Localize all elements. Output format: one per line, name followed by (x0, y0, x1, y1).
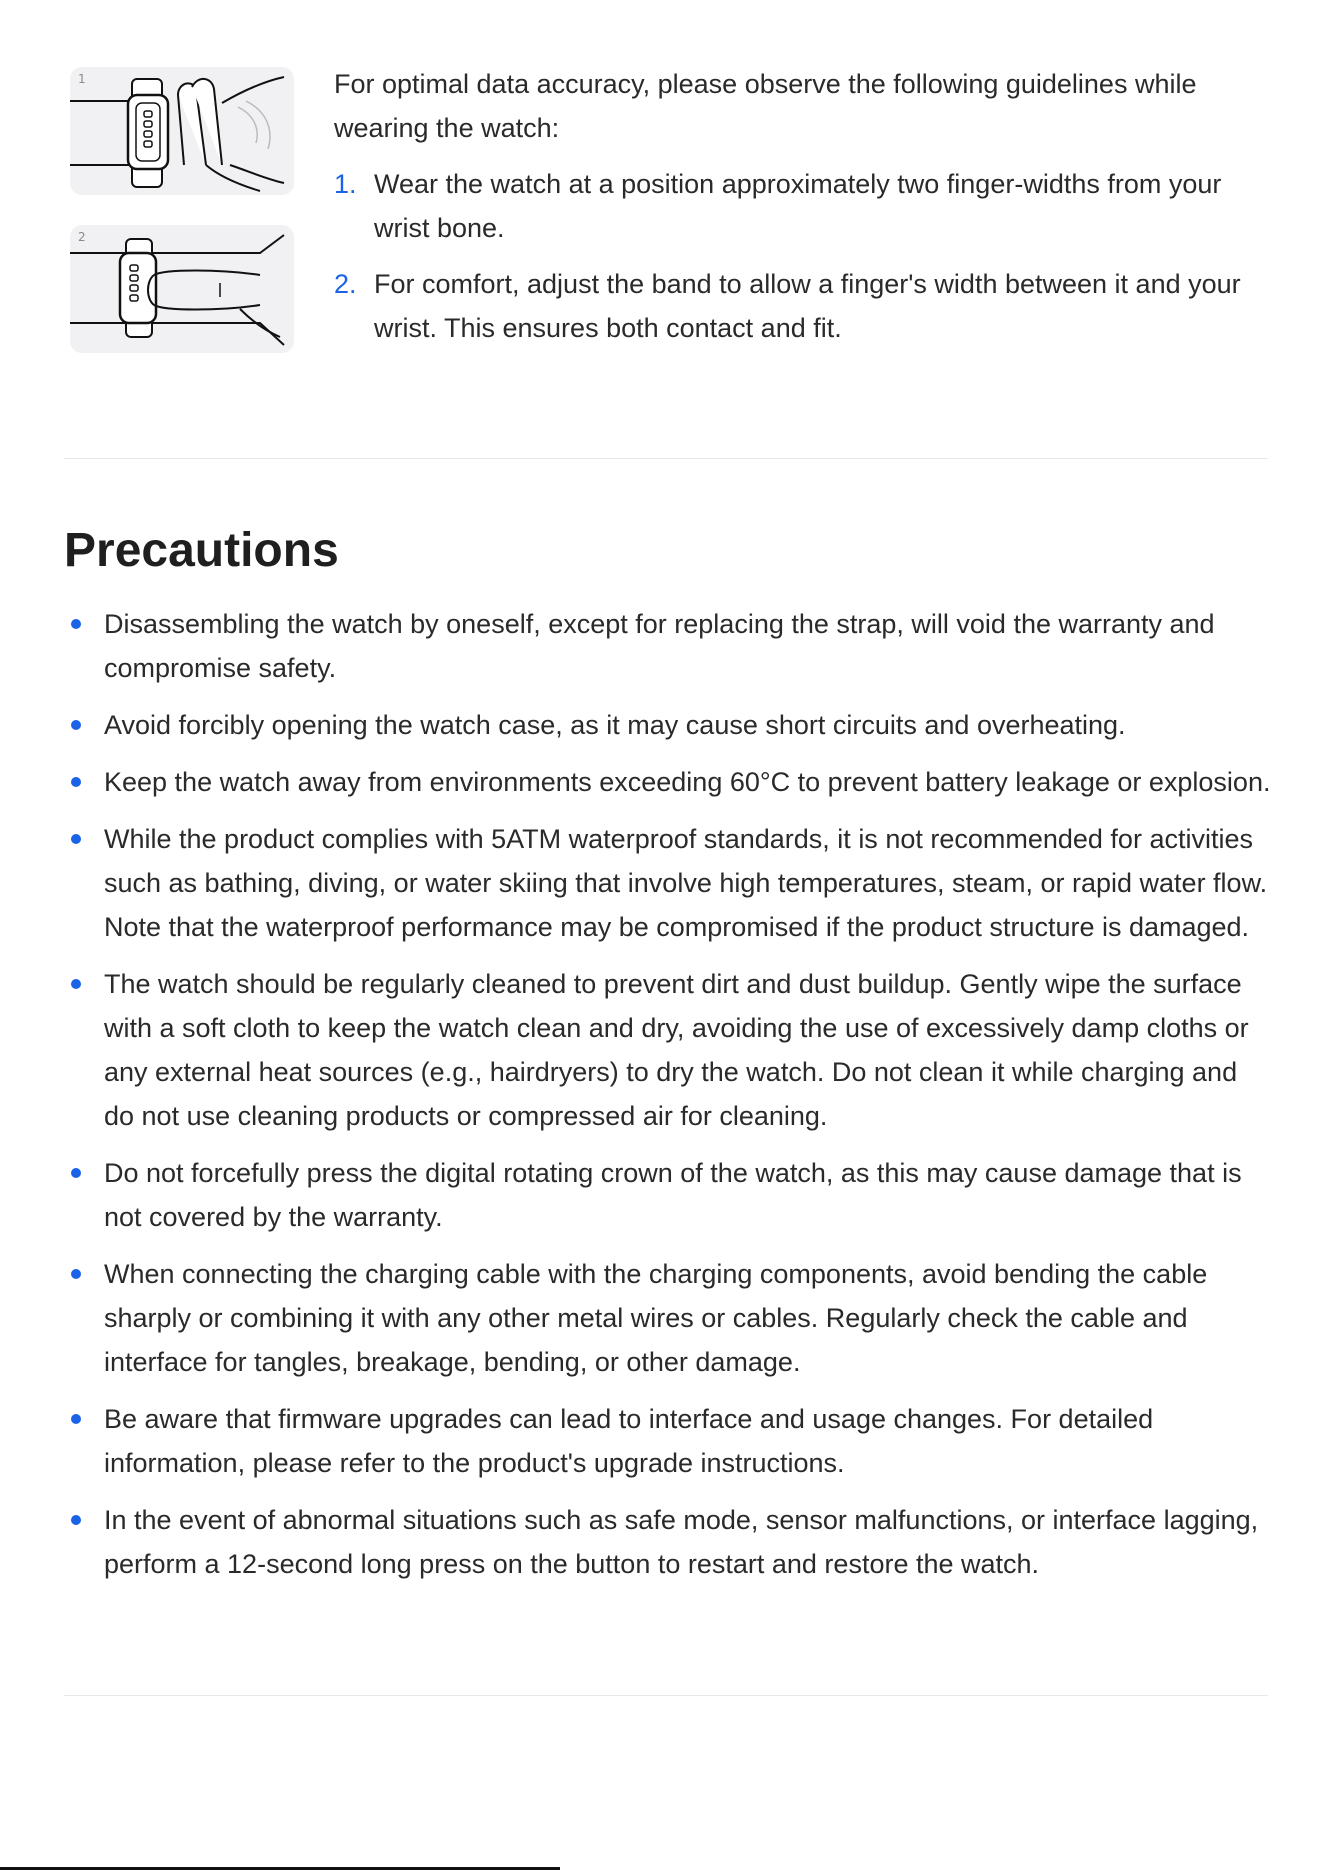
bullet-icon (71, 777, 81, 787)
wearing-intro: For optimal data accuracy, please observe the following guidelines while wearing the watch: (334, 69, 1197, 143)
precaution-text: In the event of abnormal situations such as safe mode, sensor malfunctions, or interface lagging, perform a 12-second long press on the button to restart and restore the watch. (104, 1505, 1259, 1579)
wearing-step-text: For comfort, adjust the band to allow a finger's width between it and your wrist. This ensures both contact and fit. (374, 269, 1241, 343)
bullet-icon (71, 834, 81, 844)
precaution-item (64, 602, 1274, 690)
precaution-item (64, 1252, 1274, 1384)
precaution-item (64, 703, 1274, 747)
bullet-icon (71, 720, 81, 730)
precaution-text: The watch should be regularly cleaned to prevent dirt and dust buildup. Gently wipe the surface with a soft cloth to keep the watch clean and dry, avoiding the use of excessively damp cloths or any external heat sources (e.g., hairdryers) to dry the watch. Do not clean it while charging and do not use cleaning products or compressed air for cleaning. (104, 969, 1249, 1131)
wearing-instructions (334, 62, 1284, 362)
bullet-icon (71, 1414, 81, 1424)
bullet-icon (71, 619, 81, 629)
wearing-guide-section (64, 62, 1268, 362)
illustration-step-number: 1 (78, 72, 86, 86)
precautions-section (64, 520, 1274, 1599)
precaution-item (64, 1151, 1274, 1239)
wearing-illustration-step-2 (70, 225, 294, 353)
precaution-item (64, 817, 1274, 949)
wearing-step-number: 1. (334, 169, 357, 199)
wearing-step-number: 2. (334, 269, 357, 299)
precautions-title: Precautions (64, 524, 339, 577)
illustration-step-number: 2 (78, 230, 86, 244)
precaution-item (64, 760, 1274, 804)
precaution-text: Disassembling the watch by oneself, except for replacing the strap, will void the warranty and compromise safety. (104, 609, 1215, 683)
precaution-text: While the product complies with 5ATM waterproof standards, it is not recommended for activities such as bathing, diving, or water skiing that involve high temperatures, steam, or rapid water flow. Note that the waterproof performance may be compromised if the product structure is damaged. (104, 824, 1268, 942)
wearing-step-text: Wear the watch at a position approximately two finger-widths from your wrist bone. (374, 169, 1222, 243)
section-divider (64, 1695, 1268, 1696)
precaution-item (64, 962, 1274, 1138)
section-divider (64, 458, 1268, 459)
bullet-icon (71, 1168, 81, 1178)
bullet-icon (71, 1515, 81, 1525)
precaution-text: When connecting the charging cable with the charging components, avoid bending the cable sharply or combining it with any other metal wires or cables. Regularly check the cable and interface for tangles, breakage, bending, or other damage. (104, 1259, 1208, 1377)
precaution-text: Keep the watch away from environments exceeding 60°C to prevent battery leakage or explosion. (104, 767, 1271, 797)
precaution-text: Do not forcefully press the digital rotating crown of the watch, as this may cause damage that is not covered by the warranty. (104, 1158, 1242, 1232)
precaution-text: Be aware that firmware upgrades can lead to interface and usage changes. For detailed information, please refer to the product's upgrade instructions. (104, 1404, 1154, 1478)
wearing-step-item (334, 262, 1284, 350)
precaution-item (64, 1498, 1274, 1586)
bullet-icon (71, 1269, 81, 1279)
wearing-steps-list (334, 162, 1284, 350)
wearing-step-item (334, 162, 1284, 250)
watch-on-wrist-illustration (70, 67, 294, 195)
wearing-illustrations (70, 67, 294, 353)
precaution-item (64, 1397, 1274, 1485)
bullet-icon (71, 979, 81, 989)
precaution-text: Avoid forcibly opening the watch case, as it may cause short circuits and overheating. (104, 710, 1126, 740)
wearing-illustration-step-1 (70, 67, 294, 195)
finger-under-band-illustration (70, 225, 294, 353)
precautions-list (64, 602, 1274, 1586)
